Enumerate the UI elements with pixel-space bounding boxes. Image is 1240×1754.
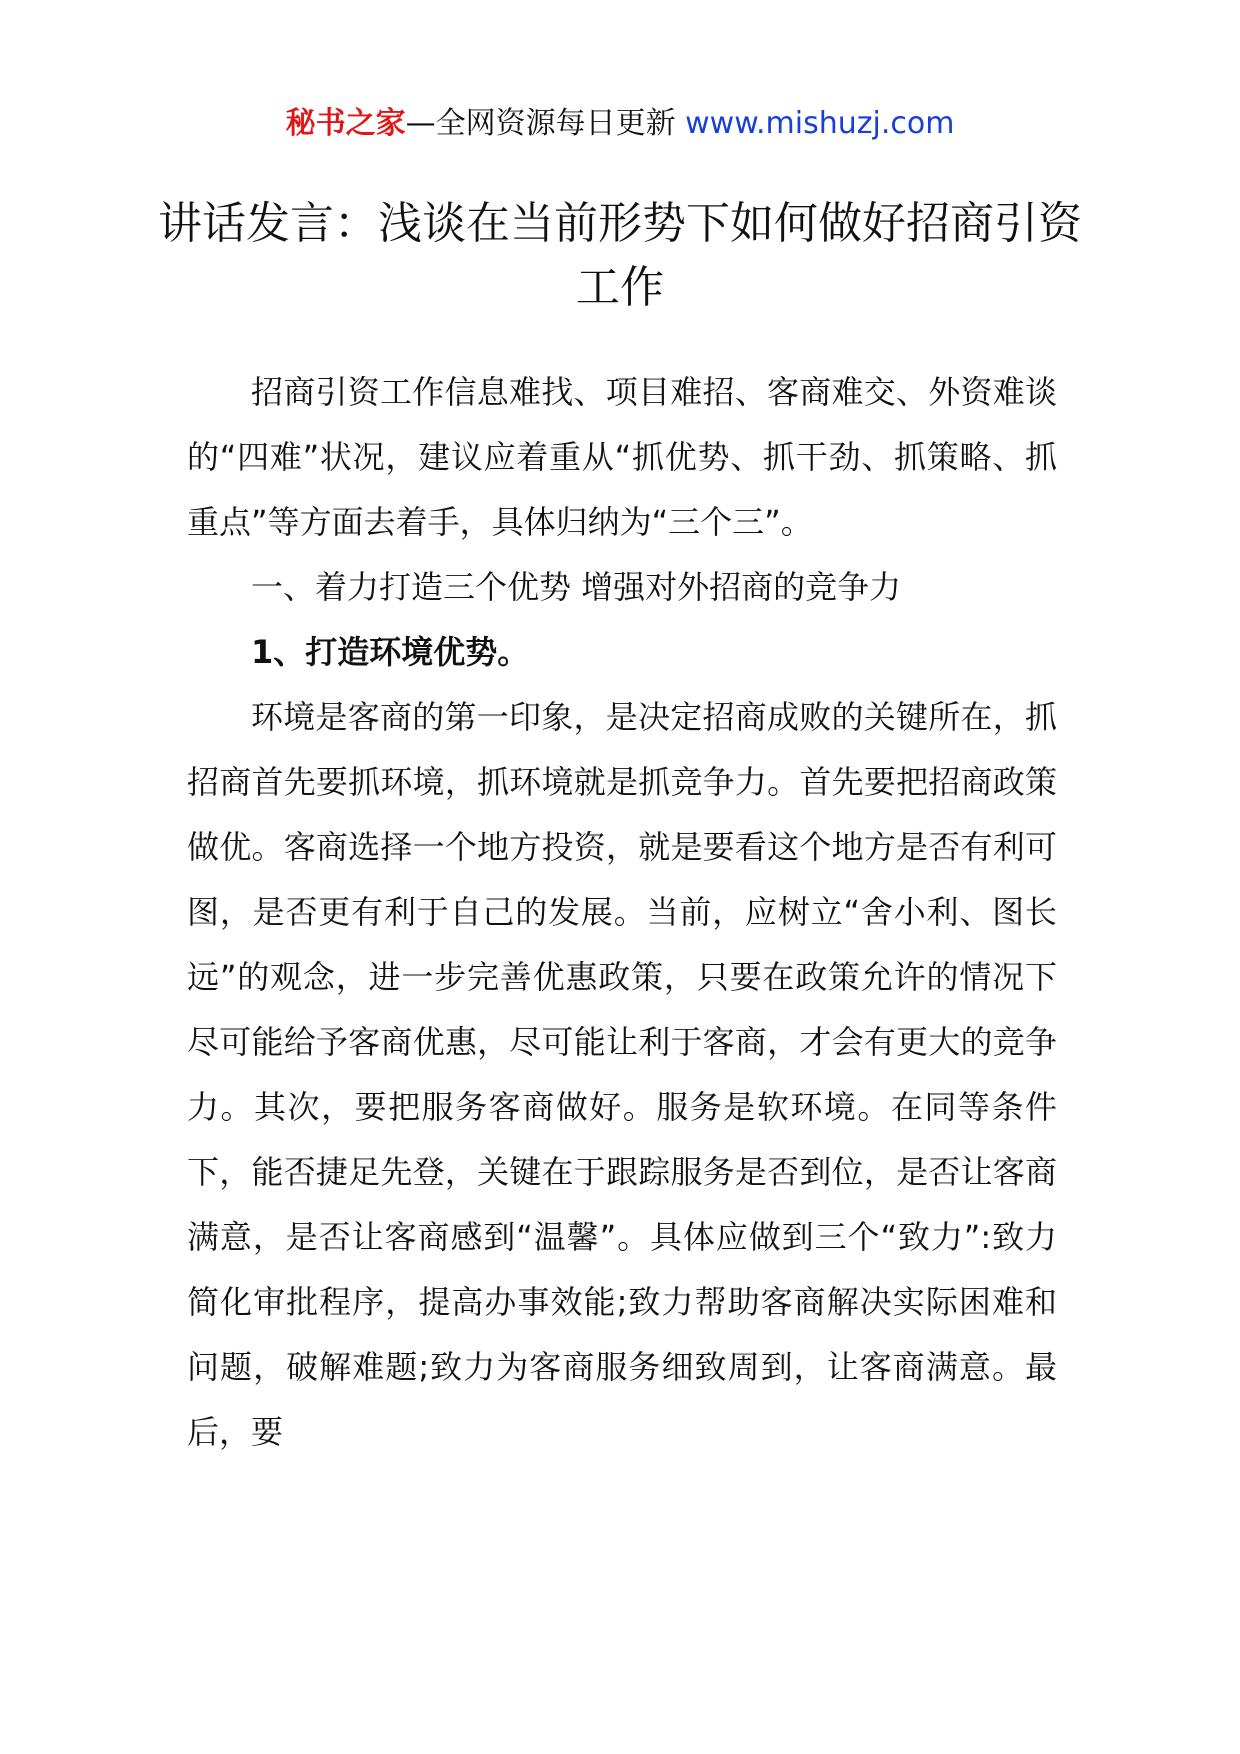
site-header [0, 102, 1240, 146]
body-paragraph: 环境是客商的第一印象，是决定招商成败的关键所在，抓招商首先要抓环境，抓环境就是抓竞争力。首先要把招商政策做优。客商选择一个地方投资，就是要看这个地方是否有利可图，是否更有利于自己的发展。当前，应树立“舍小利、图长远”的观念，进一步完善优惠政策，只要在政策允许的情况下尽可能给予客商优惠，尽可能让利于客商，才会有更大的竞争力。其次，要把服务客商做好。服务是软环境。在同等条件下，能否捷足先登，关键在于跟踪服务是否到位，是否让客商满意，是否让客商感到“温馨”。具体应做到三个“致力”:致力简化审批程序，提高办事效能;致力帮助客商解决实际困难和问题，破解难题;致力为客商服务细致周到，让客商满意。最后，要 [187, 698, 1057, 1451]
subsection-heading: 1、打造环境优势。 [251, 633, 530, 671]
document-body [187, 360, 1057, 1465]
section-heading: 一、着力打造三个优势 增强对外招商的竞争力 [251, 568, 902, 606]
site-url-link[interactable]: www.mishuzj.com [685, 106, 955, 141]
intro-paragraph: 招商引资工作信息难找、项目难招、客商难交、外资难谈的“四难”状况，建议应着重从“抓优势、抓干劲、抓策略、抓重点”等方面去着手，具体归纳为“三个三”。 [187, 373, 1057, 541]
document-title: 讲话发言：浅谈在当前形势下如何做好招商引资工作 [158, 198, 1082, 313]
site-tagline: —全网资源每日更新 [405, 106, 686, 141]
site-brand: 秘书之家 [285, 106, 406, 141]
